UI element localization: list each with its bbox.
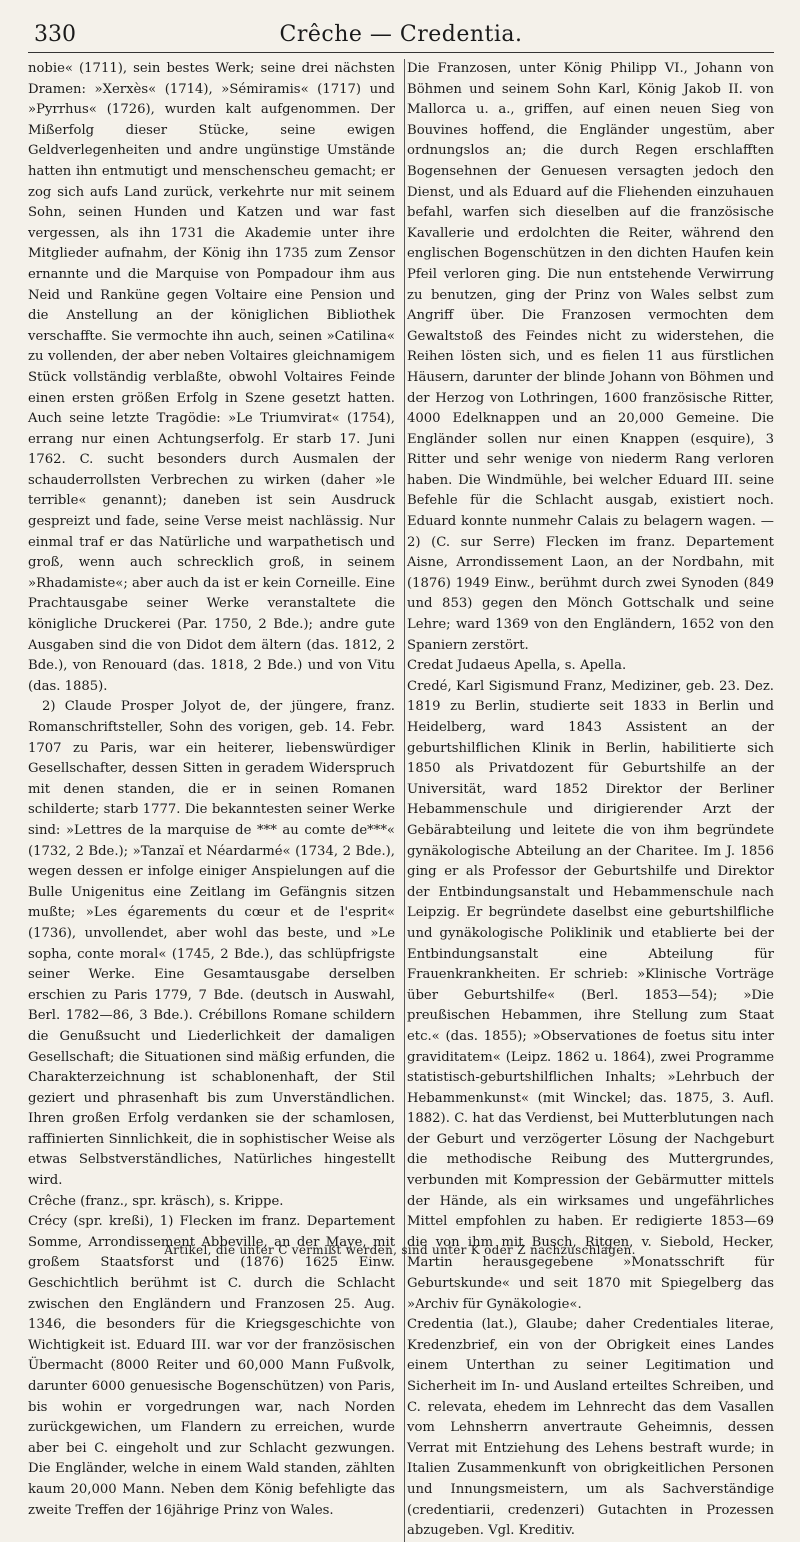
page-header xyxy=(28,18,774,53)
entry-crede: Credé, Karl Sigismund Franz, Mediziner, geb. 23. Dez. 1819 zu Berlin, studierte seit 1833 in Berlin und Heidelberg, ward 1843 Assistent an der geburtshilflichen Klinik in Berlin, habilitierte sich 1850 als Privatdozent für Geburtshilfe an der Universität, ward 1852 Direktor der Berliner Hebammenschule und dirigierender Arzt der Gebärabteilung und leitete die von ihm begründete gynäkologische Abteilung an der Charitee. Im J. 1856 ging er als Professor der Geburtshilfe und Direktor der Entbindungsanstalt und Hebammenschule nach Leipzig. Er begründete daselbst eine geburtshilfliche und gynäkologische Poliklinik und etablierte bei der Entbindungsanstalt eine Abteilung für Frauenkrankheiten. Er schrieb: »Klinische Vorträge über Geburtshilfe« (Berl. 1853—54); »Die preußischen Hebammen, ihre Stellung zum Staat etc.« (das. 1855); »Observationes de foetus situ inter graviditatem« (Leipz. 1862 u. 1864), zwei Programme statistisch-geburtshilflichen Inhalts; »Lehrbuch der Hebammenkunst« (mit Winckel; das. 1875, 3. Aufl. 1882). C. hat das Verdienst, bei Mutterblutungen nach der Geburt und verzögerter Lösung der Nachgeburt die methodische Reibung des Muttergrundes, verbunden mit Kompression der Gebärmutter mittels der Hände, als ein wirksames und ungefährliches Mittel empfohlen zu haben. Er redigierte 1853—69 die von ihm mit Busch, Ritgen, v. Siebold, Hecker, Martin herausgegebene »Monatsschrift für Geburtskunde« und seit 1870 mit Spiegelberg das »Archiv für Gynäkologie«. xyxy=(407,678,774,1312)
page-footer-note: Artikel, die unter C vermißt werden, sind unter K oder Z nachzuschlagen. xyxy=(164,1243,636,1257)
page-number: 330 xyxy=(34,22,76,47)
left-column xyxy=(28,59,405,1542)
entry-crecy: Crécy (spr. kreßi), 1) Flecken im franz. Departement Somme, Arrondissement Abbeville, an der Maye, mit großem Staatsforst und (1876) 1625 Einw. Geschichtlich berühmt ist C. durch die Schlacht zwischen den Engländern und Franzosen 25. Aug. 1346, die besonders für die Kriegsgeschichte von Wichtigkeit ist. Eduard III. war vor der französischen Übermacht (8000 Reiter und 60,000 Mann Fußvolk, darunter 6000 genuesische Bogenschützen) von Paris, bis wohin er vorgedrungen war, nach Norden zurückgewichen, um Flandern zu erreichen, wurde aber bei C. eingeholt und zur Schlacht gezwungen. Die Engländer, welche in einem Wald standen, zählten kaum 20,000 Mann. Neben dem König befehligte das zweite Treffen der 16jährige Prinz von Wales. xyxy=(28,1214,395,1518)
paragraph-crebillon-younger: 2) Claude Prosper Jolyot de, der jüngere, franz. Romanschriftsteller, Sohn des vorigen, geb. 14. Febr. 1707 zu Paris, war ein heiterer, liebenswürdiger Gesellschafter, dessen Sitten in geradem Widerspruch mit denen standen, die er in seinen Romanen schilderte; starb 1777. Die bekanntesten seiner Werke sind: »Lettres de la marquise de *** au comte de***« (1732, 2 Bde.); »Tanzaï et Néardarmé« (1734, 2 Bde.), wegen dessen er infolge einiger Anspielungen auf die Bulle Unigenitus eine Zeitlang im Gefängnis sitzen mußte; »Les égarements du cœur et de l'esprit« (1736), unvollendet, aber wohl das beste, und »Le sopha, conte moral« (1745, 2 Bde.), das schlüpfrigste seiner Werke. Eine Gesamtausgabe derselben erschien zu Paris 1779, 7 Bde. (deutsch in Auswahl, Berl. 1782—86, 3 Bde.). Crébillons Romane schildern die Genußsucht und Liederlichkeit der damaligen Gesellschaft; die Situationen sind mäßig erfunden, die Charakterzeichnung ist schablonenhaft, der Stil geziert und phrasenhaft bis zum Unverständlichen. Ihren großen Erfolg verdanken sie der schamlosen, raffinierten Sinnlichkeit, die in sophistischer Weise als etwas Selbstverständliches, Natürliches hingestellt wird. xyxy=(28,699,395,1189)
running-head: Crêche — Credentia. xyxy=(279,22,523,47)
entry-credat-judaeus-apella: Credat Judaeus Apella, s. Apella. xyxy=(407,658,627,674)
two-column-body xyxy=(28,59,774,1542)
paragraph-crebillon-continued: nobie« (1711), sein bestes Werk; seine drei nächsten Dramen: »Xerxès« (1714), »Sémiramis« (1717) und »Pyrrhus« (1726), wurden kalt aufgenommen. Der Mißerfolg dieser Stücke, seine ewigen Geldverlegenheiten und andre ungünstige Umstände hatten ihn entmutigt und menschenscheu gemacht; er zog sich aufs Land zurück, verkehrte nur mit seinem Sohn, seinen Hunden und Katzen und war fast vergessen, als ihn 1731 die Akademie unter ihre Mitglieder aufnahm, der König ihn 1735 zum Zensor ernannte und die Marquise von Pompadour ihm aus Neid und Rankünе gegen Voltaire eine Pension und die Anstellung an der königlichen Bibliothek verschaffte. Sie vermochte ihn auch, seinen »Catilina« zu vollenden, der aber neben Voltaires gleichnamigem Stück vollständig verblaßte, obwohl Voltaires Feinde einen ersten größen Erfolg in Szene gesetzt hatten. Auch seine letzte Tragödie: »Le Triumvirat« (1754), errang nur einen Achtungserfolg. Er starb 17. Juni 1762. C. sucht besonders durch Ausmalen der schauderrollsten Verbrechen zu wirken (daher »le terrible« genannt); daneben ist sein Ausdruck gespreizt und fade, seine Verse meist nachlässig. Nur einmal traf er das Natürliche und warpathetisch und groß, wenn auch schrecklich groß, in seinem »Rhadamiste«; aber auch da ist er kein Corneille. Eine Prachtausgabe seiner Werke veranstaltete die königliche Druckerei (Par. 1750, 2 Bde.); andre gute Ausgaben sind die von Didot dem ältern (das. 1812, 2 Bde.), von Renouard (das. 1818, 2 Bde.) und von Vitu (das. 1885). xyxy=(28,61,395,694)
paragraph-crecy-continued: Die Franzosen, unter König Philipp VI., Johann von Böhmen und seinem Sohn Karl, König Jakob II. von Mallorca u. a., griffen, auf einen neuen Sieg von Bouvines hoffend, die Engländer ungestüm, aber ordnungslos an; die durch Regen erschlafften Bogensehnen der Genuesen versagten jedoch den Dienst, und als Eduard auf die Fliehenden einzuhauen befahl, warfen sich dieselben auf die französische Kavallerie und erdolchten die Reiter, während den englischen Bogenschützen in den dichten Haufen kein Pfeil verloren ging. Die nun entstehende Verwirrung zu benutzen, ging der Prinz von Wales selbst zum Angriff über. Die Franzosen vermochten dem Gewaltstoß des Feindes nicht zu widerstehen, die Reihen lösten sich, und es fielen 11 aus fürstlichen Häusern, darunter der blinde Johann von Böhmen und der Herzog von Lothringen, 1600 französische Ritter, 4000 Edelknappen und an 20,000 Gemeine. Die Engländer sollen nur einen Knappen (esquire), 3 Ritter und sehr wenige von niederm Rang verloren haben. Die Windmühle, bei welcher Eduard III. seine Befehle für die Schlacht ausgab, existiert noch. Eduard konnte nunmehr Calais zu belagern wagen. — 2) (C. sur Serre) Flecken im franz. Departement Aisne, Arrondissement Laon, an der Nordbahn, mit (1876) 1949 Einw., berühmt durch zwei Synoden (849 und 853) gegen den Mönch Gottschalk und seine Lehre; ward 1369 von den Engländern, 1652 von den Spaniern zerstört. xyxy=(407,61,774,653)
entry-credentia: Credentia (lat.), Glaube; daher Credentiales literae, Kredenzbrief, ein von der Obrigkeit eines Landes einem Unterthan zu seiner Legitimation und Sicherheit im In- und Ausland erteiltes Schreiben, und C. relevata, ehedem im Lehnrecht das dem Vasallen vom Lehnsherrn anvertraute Geheimnis, dessen Verrat mit Entziehung des Lehens bestraft wurde; in Italien Zusammenkunft von obrigkeitlichen Personen und Innungsmeistern, um als Sachverständige (credentiarii, credenzeri) Gutachten in Prozessen abzugeben. Vgl. Kreditiv. xyxy=(407,1317,774,1539)
right-column xyxy=(405,59,774,1542)
entry-creche: Crêche (franz., spr. kräsch), s. Krippe. xyxy=(28,1193,284,1209)
